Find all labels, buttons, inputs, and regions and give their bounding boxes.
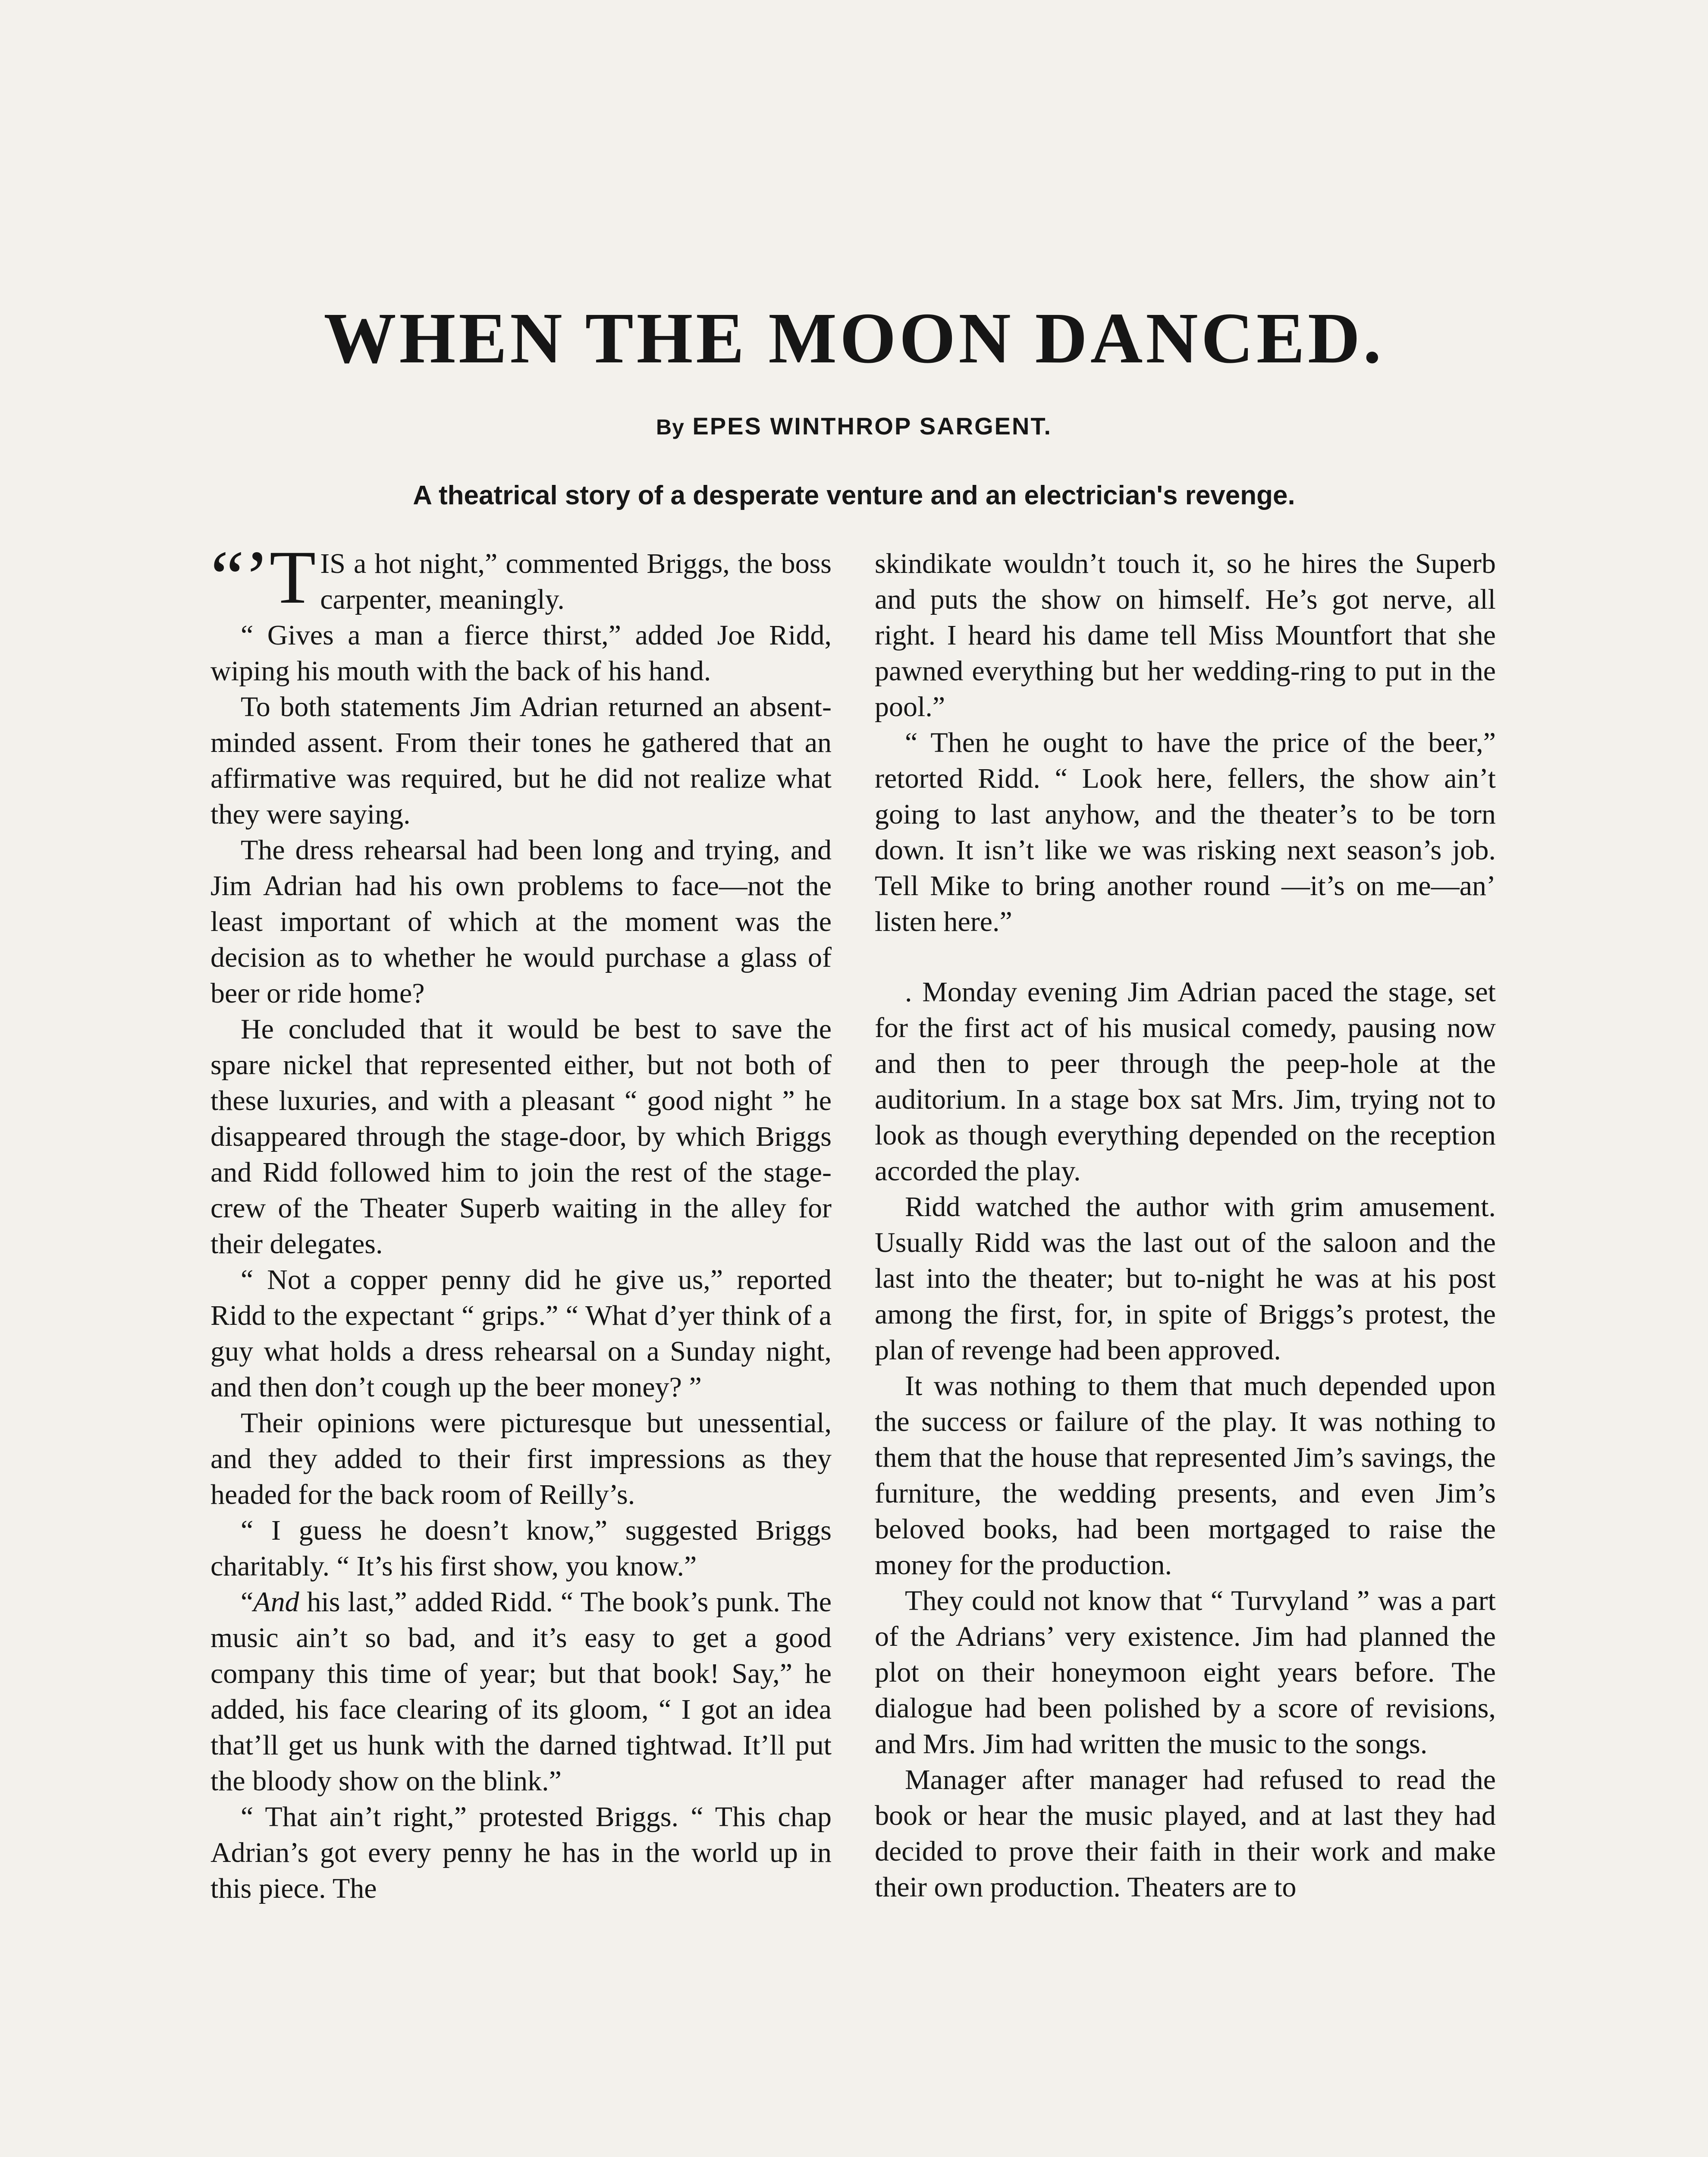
paragraph: skindikate wouldn’t touch it, so he hires the Superb and puts the show on himself. He’s got nerve, all right. I heard his dame tell Miss Mountfort that she pawned everything but her wedding-ring to put in the pool.” — [875, 548, 1496, 723]
author-name: EPES WINTHROP SARGENT. — [692, 412, 1052, 440]
drop-cap: “’T — [210, 535, 316, 619]
paragraph: “And his last,” added Ridd. “ The book’s punk. The music ain’t so bad, and it’s easy to get a good company this time of year; but that book! Say,” he added, his face clearing of its gloom, “ I got an idea that’ll get us hunk with the darned tightwad. It’ll put the bloody show on the blink.” — [210, 1586, 832, 1797]
paragraph: The dress rehearsal had been long and trying, and Jim Adrian had his own problems to face—not the least important of which at the moment was the decision as to whether he would purchase a glass of beer or ride home? — [210, 834, 832, 1009]
paragraph: Manager after manager had refused to read the book or hear the music played, and at last they had decided to prove their faith in their work and make their own production. Theaters are to — [875, 1764, 1496, 1903]
paragraph: “ That ain’t right,” protested Briggs. “ This chap Adrian’s got every penny he has in the world up in this piece. The — [210, 1801, 832, 1904]
paragraph: Their opinions were picturesque but unessential, and they added to their first impressions as they headed for the back room of Reilly’s. — [210, 1407, 832, 1510]
paragraph: They could not know that “ Turvyland ” was a part of the Adrians’ very existence. Jim had planned the plot on their honeymoon eight years before. The dialogue had been polished by a score of revisions, and Mrs. Jim had written the music to the songs. — [875, 1585, 1496, 1760]
paragraph: “ I guess he doesn’t know,” suggested Briggs charitably. “ It’s his first show, you know.” — [210, 1515, 832, 1582]
paragraph: To both statements Jim Adrian returned an absent-minded assent. From their tones he gathered that an affirmative was required, but he did not realize what they were saying. — [210, 691, 832, 830]
byline — [198, 414, 1510, 438]
paragraph: He concluded that it would be best to save the spare nickel that represented either, but not both of these luxuries, and with a pleasant “ good night ” he disappeared through the stage-door, by which Briggs and Ridd followed him to join the rest of the stage-crew of the Theater Superb waiting in the alley for their delegates. — [210, 1013, 832, 1260]
paragraph: “ Gives a man a fierce thirst,” added Joe Ridd, wiping his mouth with the back of his hand. — [210, 619, 832, 687]
byline-prefix: By — [656, 415, 684, 439]
text-column-right — [875, 546, 1496, 1905]
paragraph: It was nothing to them that much depended upon the success or failure of the play. It was nothing to them that the house that represented Jim’s savings, the furniture, the wedding presents, and even Jim’s beloved books, had been mortgaged to raise the money for the production. — [875, 1370, 1496, 1581]
paragraph: . Monday evening Jim Adrian paced the stage, set for the first act of his musical comedy, pausing now and then to peer through the peep-hole at the auditorium. In a stage box sat Mrs. Jim, trying not to look as though everything depended on the reception accorded the play. — [875, 976, 1496, 1187]
paragraph: “ Then he ought to have the price of the beer,” retorted Ridd. “ Look here, fellers, the show ain’t going to last anyhow, and the theater’s to be torn down. It isn’t like we was risking next season’s job. Tell Mike to bring another round —it’s on me—an’ listen here.” — [875, 727, 1496, 937]
text-column-left — [210, 535, 832, 1906]
article-title: WHEN THE MOON DANCED. — [323, 298, 1385, 378]
article-subtitle: A theatrical story of a desperate venture and an electrician's revenge. — [413, 481, 1295, 510]
paragraph: Ridd watched the author with grim amusement. Usually Ridd was the last out of the saloon and the last into the theater; but to-night he was at his post among the first, for, in spite of Briggs’s protest, the plan of revenge had been approved. — [875, 1191, 1496, 1366]
paragraph: “ Not a copper penny did he give us,” reported Ridd to the expectant “ grips.” “ What d’yer think of a guy what holds a dress rehearsal on a Sunday night, and then don’t cough up the beer money? ” — [210, 1264, 832, 1403]
paragraph: “’T IS a hot night,” commented Briggs, the boss carpenter, meaningly. — [210, 535, 832, 619]
italic-emphasis: And — [253, 1586, 299, 1618]
